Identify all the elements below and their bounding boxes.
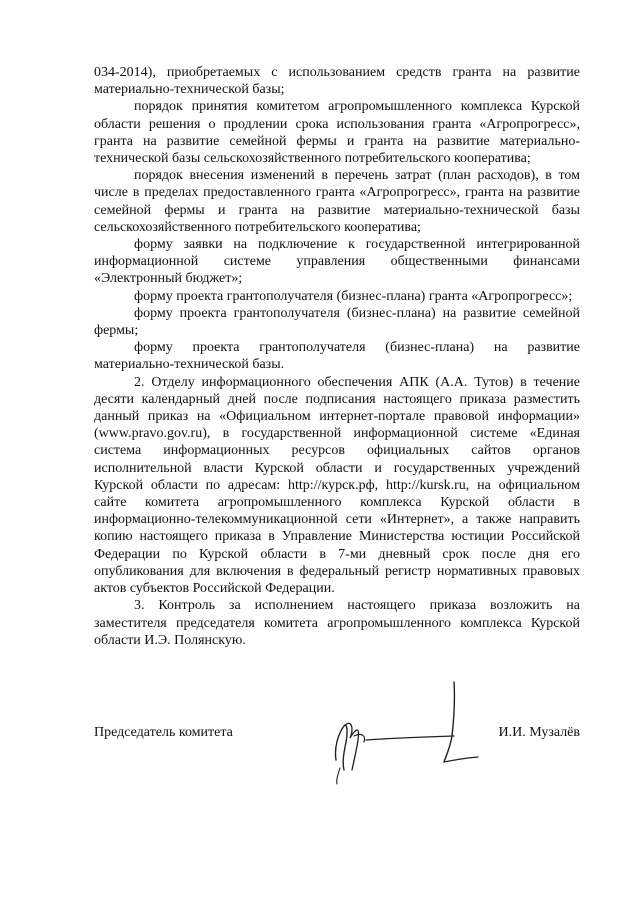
- paragraph-agroprogress-form: форму проекта грантополучателя (бизнес-плана) гранта «Агропрогресс»;: [134, 288, 573, 304]
- paragraph-item-3: 3. Контроль за исполнением настоящего приказа возложить на заместителя председателя комитета агропромышленного комплекса Курской области И.Э. Полянскую.: [94, 598, 580, 648]
- paragraph-budget-form: форму заявки на подключение к государственной интегрированной информационной системе управления общественными финансами «Электронный бюджет»;: [94, 237, 580, 287]
- paragraph-extension-procedure: порядок принятия комитетом агропромышленного комплекса Курской области решения о продлении срока использования гранта «Агропрогресс», гранта на развитие семейной фермы и гранта на развитие материально-технической базы сельскохозяйственного потребительского кооператива;: [94, 99, 580, 167]
- signatory-name: И.И. Музалёв: [498, 725, 580, 740]
- paragraph-family-farm-form: форму проекта грантополучателя (бизнес-плана) на развитие семейной фермы;: [94, 305, 580, 339]
- handwritten-signature: [314, 678, 484, 788]
- paragraph-amendment-procedure: порядок внесения изменений в перечень затрат (план расходов), в том числе в пределах предоставленного гранта «Агропрогресс», гранта на развитие семейной фермы и гранта на развитие материально-технической базы сельскохозяйственного потребительского кооператива;: [94, 168, 580, 235]
- paragraph-item-2: 2. Отделу информационного обеспечения АПК (А.А. Тутов) в течение десяти календарный дней после подписания настоящего приказа разместить данный приказ на «Официальном интернет-портале правовой информации» (www.pravo.gov.ru), в государственной информационной системе «Единая система информационных ресурсов официальных сайтов органов исполнительной власти Курской области и государственных учреждений Курской области по адресам: http://курск.рф, http://kursk.ru, на официальном сайте комитета агропромышленного комплекса Курской области в информационно-телекоммуникационной сети «Интернет», а также направить копию настоящего приказа в Управление Министерства юстиции Российской Федерации по Курской области в 7-ми дневный срок после дня его опубликования для включения в федеральный регистр нормативных правовых актов субъектов Российской Федерации.: [94, 374, 580, 597]
- paragraph-material-base-form: форму проекта грантополучателя (бизнес-плана) на развитие материально-технической базы.: [94, 340, 580, 373]
- document-body: [94, 64, 580, 649]
- signatory-title: Председатель комитета: [94, 725, 233, 740]
- signature-block: [94, 724, 580, 784]
- paragraph-continuation: 034-2014), приобретаемых с использованием средств гранта на развитие материально-технической базы;: [94, 65, 580, 98]
